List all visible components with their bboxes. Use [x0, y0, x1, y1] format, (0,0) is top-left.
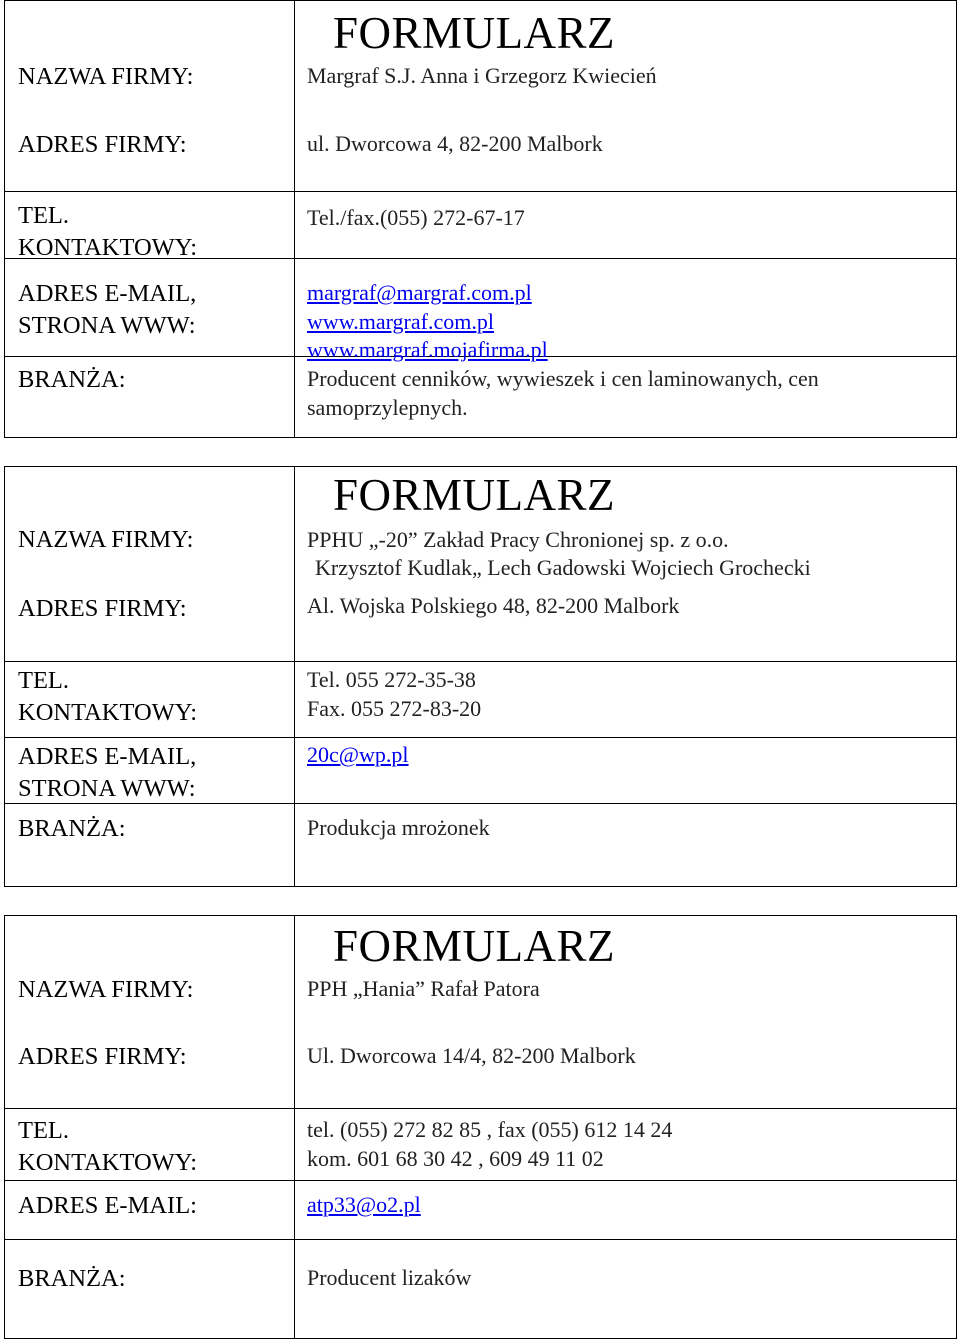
label-company-name: NAZWA FIRMY:: [18, 526, 194, 553]
website-link[interactable]: www.margraf.mojafirma.pl: [307, 337, 548, 362]
row-divider: [5, 1108, 956, 1109]
label-contact-phone-2: KONTAKTOWY:: [18, 1149, 198, 1176]
company-address: Ul. Dworcowa 14/4, 82-200 Malbork: [307, 1043, 636, 1068]
form-title: FORMULARZ: [333, 470, 616, 520]
label-email-1: ADRES E-MAIL,: [18, 743, 197, 770]
contact-mobile: kom. 601 68 30 42 , 609 49 11 02: [307, 1146, 604, 1171]
label-contact-phone-2: KONTAKTOWY:: [18, 234, 198, 261]
label-contact-phone-1: TEL.: [18, 1117, 70, 1144]
label-contact-phone-2: KONTAKTOWY:: [18, 699, 198, 726]
company-owners: Krzysztof Kudlak„ Lech Gadowski Wojciech Grochecki: [315, 555, 811, 580]
row-divider: [5, 661, 956, 662]
form-1: [4, 0, 957, 438]
website-link[interactable]: www.margraf.com.pl: [307, 309, 494, 334]
label-company-name: NAZWA FIRMY:: [18, 976, 194, 1003]
label-industry: BRANŻA:: [18, 366, 126, 393]
column-divider: [294, 1, 295, 437]
label-email-2: STRONA WWW:: [18, 312, 196, 339]
column-divider: [294, 467, 295, 886]
industry: Producent cenników, wywieszek i cen laminowanych, cen samoprzylepnych.: [307, 366, 819, 420]
label-contact-phone-1: TEL.: [18, 202, 70, 229]
row-divider: [5, 1239, 956, 1240]
label-company-name: NAZWA FIRMY:: [18, 63, 194, 90]
company-name: Margraf S.J. Anna i Grzegorz Kwiecień: [307, 63, 657, 88]
form-title: FORMULARZ: [333, 921, 616, 971]
row-divider: [5, 737, 956, 738]
row-divider: [5, 1180, 956, 1181]
label-company-address: ADRES FIRMY:: [18, 595, 187, 622]
email-link[interactable]: margraf@margraf.com.pl: [307, 280, 532, 305]
column-divider: [294, 916, 295, 1338]
label-email-1: ADRES E-MAIL,: [18, 280, 197, 307]
industry: Producent lizaków: [307, 1265, 472, 1290]
email-link[interactable]: 20c@wp.pl: [307, 742, 409, 767]
contact-phone: tel. (055) 272 82 85 , fax (055) 612 14 24: [307, 1117, 673, 1142]
company-address: ul. Dworcowa 4, 82-200 Malbork: [307, 131, 603, 156]
form-2: [4, 466, 957, 887]
label-email: ADRES E-MAIL:: [18, 1192, 197, 1219]
email-link[interactable]: atp33@o2.pl: [307, 1192, 421, 1217]
form-3: [4, 915, 957, 1339]
company-name: PPH „Hania” Rafał Patora: [307, 976, 540, 1001]
contact-phone: Tel. 055 272-35-38: [307, 667, 476, 692]
label-industry: BRANŻA:: [18, 815, 126, 842]
label-industry: BRANŻA:: [18, 1265, 126, 1292]
label-email-2: STRONA WWW:: [18, 775, 196, 802]
contact-phone: Tel./fax.(055) 272-67-17: [307, 205, 525, 230]
label-contact-phone-1: TEL.: [18, 667, 70, 694]
label-company-address: ADRES FIRMY:: [18, 131, 187, 158]
company-name: PPHU „-20” Zakład Pracy Chronionej sp. z o.o.: [307, 527, 729, 552]
form-title: FORMULARZ: [333, 8, 616, 58]
row-divider: [5, 191, 956, 192]
label-company-address: ADRES FIRMY:: [18, 1043, 187, 1070]
contact-fax: Fax. 055 272-83-20: [307, 696, 482, 721]
company-address: Al. Wojska Polskiego 48, 82-200 Malbork: [307, 593, 680, 618]
industry: Produkcja mrożonek: [307, 815, 490, 840]
